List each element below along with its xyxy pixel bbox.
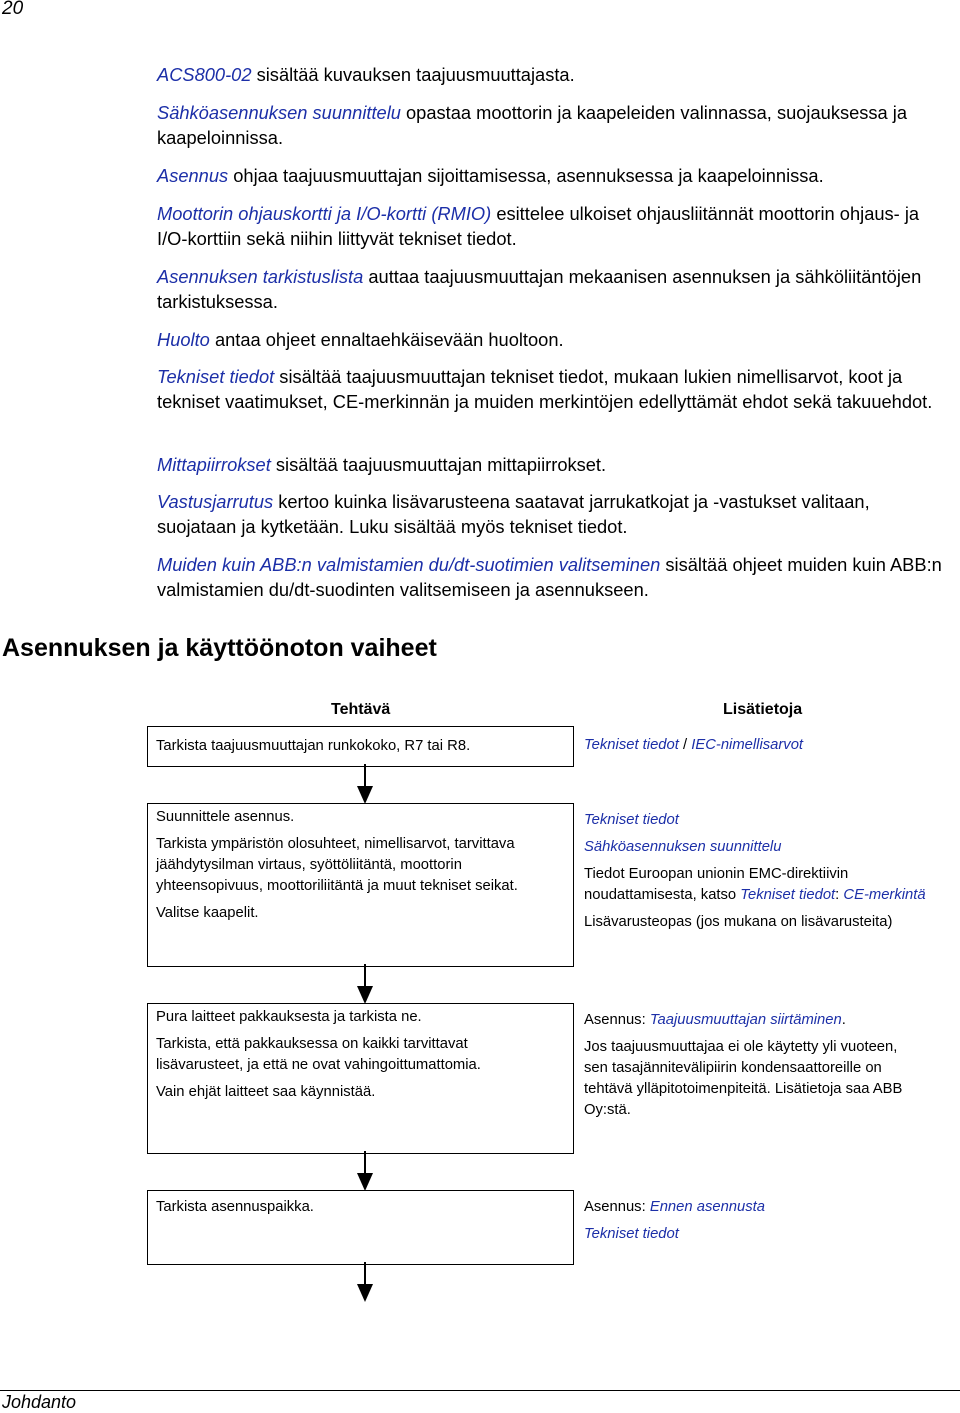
intro-paragraph — [157, 163, 947, 188]
task-box-plan-installation — [147, 803, 574, 967]
task-box-check-site — [147, 1190, 574, 1265]
info-link[interactable]: Taajuusmuuttajan siirtäminen — [649, 1012, 842, 1028]
chapter-link[interactable]: Sähköasennuksen suunnittelu — [157, 102, 401, 123]
info-link[interactable]: Tekniset tiedot — [584, 1226, 679, 1242]
info-separator: : — [835, 887, 844, 903]
info-check-site — [584, 1197, 956, 1251]
info-text: Asennus — [584, 1199, 642, 1215]
task-text: Vain ehjät laitteet saa käynnistää. — [156, 1084, 376, 1100]
intro-paragraph — [157, 264, 947, 314]
info-separator: : — [641, 1199, 650, 1215]
info-separator: . — [841, 1012, 846, 1028]
flow-arrow — [355, 1262, 375, 1302]
info-link[interactable]: Sähköasennuksen suunnittelu — [584, 839, 782, 855]
intro-paragraph — [157, 452, 947, 477]
intro-paragraph — [157, 489, 947, 539]
column-header-task: Tehtävä — [331, 701, 391, 718]
intro-paragraph — [157, 552, 947, 602]
task-text: Tarkista ympäristön olosuhteet, nimellisarvot, tarvittava jäähdytysilman virtaus, syöttöliitäntä, moottorin yhteensopivuus, moottoriliitäntä ja muut tekniset seikat. — [156, 836, 518, 894]
task-text: Tarkista, että pakkauksessa on kaikki tarvittavat lisävarusteet, ja että ne ovat vahingoittumattomia. — [156, 1036, 481, 1073]
chapter-link[interactable]: ACS800-02 — [157, 64, 252, 85]
task-box-unpack — [147, 1003, 574, 1154]
chapter-link[interactable]: Mittapiirrokset — [157, 454, 271, 475]
column-header-info: Lisätietoja — [723, 701, 803, 718]
footer-section-name: Johdanto — [2, 1392, 77, 1412]
chapter-description: auttaa taajuusmuuttajan mekaanisen asennuksen ja sähköliitäntöjen tarkistuksessa. — [157, 266, 922, 312]
chapter-link[interactable]: Asennuksen tarkistuslista — [157, 266, 364, 287]
task-text: Valitse kaapelit. — [156, 905, 259, 921]
intro-paragraph — [157, 201, 947, 251]
chapter-description: ohjaa taajuusmuuttajan sijoittamisessa, asennuksessa ja kaapeloinnissa. — [228, 165, 824, 186]
intro-paragraph — [157, 364, 947, 414]
intro-paragraph — [157, 100, 947, 150]
info-link[interactable]: IEC-nimellisarvot — [691, 737, 804, 753]
task-text: Tarkista asennuspaikka. — [156, 1199, 314, 1215]
chapter-description: esittelee ulkoiset ohjausliitännät moottorin ohjaus- ja I/O-korttiin sekä niihin liittyvät tekniset tiedot. — [157, 203, 920, 249]
info-text: Lisävarusteopas (jos mukana on lisävarusteita) — [584, 914, 893, 930]
intro-paragraph — [157, 62, 947, 87]
info-link[interactable]: Tekniset tiedot — [584, 737, 679, 753]
info-separator: : — [641, 1012, 650, 1028]
info-text: Tiedot Euroopan unionin EMC-direktiivin noudattamisesta, katso — [584, 866, 849, 903]
chapter-description: sisältää ohjeet muiden kuin ABB:n valmistamien du/dt-suodinten valitsemiseen ja asennukseen. — [157, 554, 942, 600]
chapter-link[interactable]: Muiden kuin ABB:n valmistamien du/dt-suotimien valitseminen — [157, 554, 661, 575]
info-plan-installation — [584, 810, 956, 939]
task-text: Suunnittele asennus. — [156, 809, 295, 825]
intro-paragraph — [157, 327, 947, 352]
flow-arrow — [355, 964, 375, 1004]
flow-arrow — [355, 1151, 375, 1191]
chapter-description: opastaa moottorin ja kaapeleiden valinnassa, suojauksessa ja kaapeloinnissa. — [157, 102, 908, 148]
flow-arrow — [355, 764, 375, 804]
chapter-link[interactable]: Asennus — [157, 165, 229, 186]
chapter-link[interactable]: Vastusjarrutus — [157, 491, 274, 512]
chapter-link[interactable]: Moottorin ohjauskortti ja I/O-kortti (RMIO) — [157, 203, 492, 224]
info-link[interactable]: Tekniset tiedot — [740, 887, 836, 903]
task-text: Tarkista taajuusmuuttajan runkokoko, R7 tai R8. — [156, 738, 471, 754]
info-text: Asennus — [584, 1012, 642, 1028]
chapter-description: sisältää taajuusmuuttajan mittapiirrokset. — [270, 454, 607, 475]
info-frame-size — [584, 735, 956, 762]
chapter-description: kertoo kuinka lisävarusteena saatavat jarrukatkojat ja -vastukset valitaan, suojataan ja kytketään. Luku sisältää myös tekniset tiedot. — [157, 491, 870, 537]
task-box-frame-size — [147, 726, 574, 767]
page-number: 20 — [2, 0, 24, 19]
info-separator: / — [678, 737, 692, 753]
task-text: Pura laitteet pakkauksesta ja tarkista ne. — [156, 1009, 422, 1025]
footer-rule — [0, 1390, 960, 1391]
info-unpack — [584, 1010, 956, 1127]
chapter-description: antaa ohjeet ennaltaehkäisevään huoltoon. — [209, 329, 564, 350]
section-heading: Asennuksen ja käyttöönoton vaiheet — [2, 634, 437, 662]
info-link[interactable]: Ennen asennusta — [649, 1199, 766, 1215]
chapter-link[interactable]: Huolto — [157, 329, 210, 350]
chapter-link[interactable]: Tekniset tiedot — [157, 366, 275, 387]
info-text: Jos taajuusmuuttajaa ei ole käytetty yli vuoteen, sen tasajännitevälipiirin kondensaattoreille on tehtävä ylläpitotoimenpiteitä. Lisätietoja saa ABB Oy:stä. — [584, 1039, 903, 1118]
info-link[interactable]: Tekniset tiedot — [584, 812, 679, 828]
info-link[interactable]: CE-merkintä — [843, 887, 926, 903]
chapter-description: sisältää taajuusmuuttajan tekniset tiedot, mukaan lukien nimellisarvot, koot ja tekniset vaatimukset, CE-merkinnän ja muiden merkintöjen edellyttämät ehdot sekä takuuehdot. — [157, 366, 933, 412]
chapter-description: sisältää kuvauksen taajuusmuuttajasta. — [251, 64, 575, 85]
